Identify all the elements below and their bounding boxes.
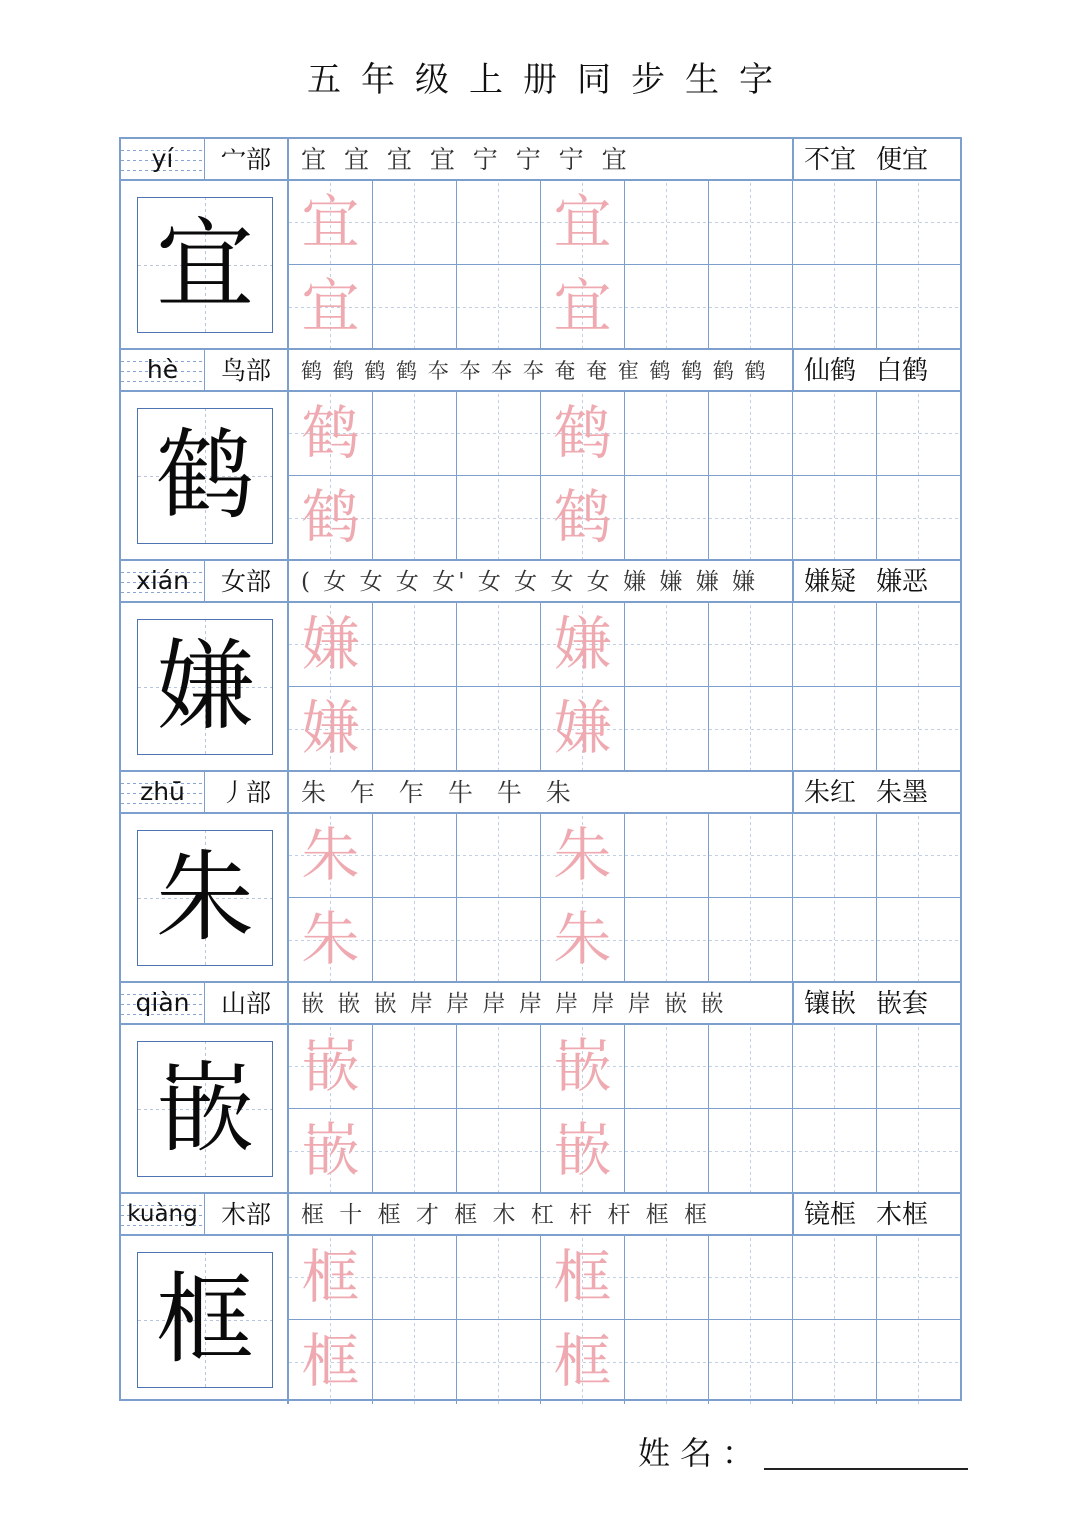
practice-cell[interactable] xyxy=(793,476,877,560)
practice-cell[interactable] xyxy=(373,687,457,771)
radical-cell: 宀部 xyxy=(205,139,289,181)
practice-cell[interactable] xyxy=(625,687,709,771)
practice-cell[interactable] xyxy=(709,898,793,982)
pinyin-cell: qiàn xyxy=(121,983,205,1025)
practice-cell[interactable] xyxy=(373,181,457,265)
practice-cell[interactable] xyxy=(625,814,709,898)
example-words xyxy=(794,983,960,1025)
practice-cell[interactable] xyxy=(373,814,457,898)
practice-cell[interactable] xyxy=(625,1025,709,1109)
practice-cell[interactable] xyxy=(625,898,709,982)
practice-cell[interactable] xyxy=(373,1109,457,1193)
practice-cell[interactable] xyxy=(457,687,541,771)
practice-cell[interactable] xyxy=(877,181,960,265)
practice-cell[interactable] xyxy=(625,181,709,265)
model-char-area xyxy=(121,392,289,560)
trace-cell[interactable]: 鹤 xyxy=(289,392,373,476)
word-1: 朱红 xyxy=(804,778,857,808)
practice-cell[interactable] xyxy=(709,265,793,349)
practice-cell[interactable] xyxy=(709,1109,793,1193)
example-words xyxy=(794,772,960,814)
char-header xyxy=(121,561,960,603)
practice-cell[interactable] xyxy=(625,1236,709,1320)
practice-cell[interactable] xyxy=(793,392,877,476)
practice-cell[interactable] xyxy=(709,476,793,560)
practice-cell[interactable] xyxy=(457,603,541,687)
word-2: 白鹤 xyxy=(876,356,929,386)
trace-cell[interactable]: 框 xyxy=(541,1320,625,1404)
char-block-1 xyxy=(121,139,960,349)
practice-cell[interactable] xyxy=(373,392,457,476)
example-words xyxy=(794,139,960,181)
practice-cell[interactable] xyxy=(373,1236,457,1320)
practice-cell[interactable] xyxy=(625,603,709,687)
char-block-2 xyxy=(121,350,960,560)
practice-grid xyxy=(289,603,960,771)
word-1: 不宜 xyxy=(804,145,857,175)
word-2: 便宜 xyxy=(876,145,929,175)
trace-cell[interactable]: 嫌 xyxy=(289,687,373,771)
model-character: 宜 xyxy=(137,197,273,333)
trace-cell[interactable]: 嫌 xyxy=(289,603,373,687)
word-1: 嫌疑 xyxy=(804,567,857,597)
char-block-4 xyxy=(121,772,960,982)
word-2: 木框 xyxy=(876,1200,929,1230)
practice-cell[interactable] xyxy=(793,181,877,265)
stroke-order: 宜 宜 宜 宜 宁 宁 宁 宜 xyxy=(289,139,794,181)
model-character: 嫌 xyxy=(137,619,273,755)
radical-cell: 鸟部 xyxy=(205,350,289,392)
radical-cell: 女部 xyxy=(205,561,289,603)
practice-cell[interactable] xyxy=(625,1320,709,1404)
char-header xyxy=(121,350,960,392)
pinyin-cell: zhū xyxy=(121,772,205,814)
practice-cell[interactable] xyxy=(625,476,709,560)
practice-grid xyxy=(289,181,960,349)
trace-cell[interactable]: 鹤 xyxy=(541,392,625,476)
trace-cell[interactable]: 朱 xyxy=(541,898,625,982)
char-block-3 xyxy=(121,561,960,771)
practice-grid xyxy=(289,1236,960,1404)
practice-cell[interactable] xyxy=(877,265,960,349)
trace-cell[interactable]: 嫌 xyxy=(541,603,625,687)
trace-cell[interactable]: 宜 xyxy=(541,181,625,265)
trace-cell[interactable]: 框 xyxy=(289,1320,373,1404)
stroke-order: 朱 乍 乍 牛 牛 朱 xyxy=(289,772,794,814)
radical-cell: 丿部 xyxy=(205,772,289,814)
practice-cell[interactable] xyxy=(709,1025,793,1109)
practice-sheet xyxy=(119,137,962,1401)
trace-cell[interactable]: 嵌 xyxy=(541,1025,625,1109)
practice-cell[interactable] xyxy=(457,265,541,349)
practice-cell[interactable] xyxy=(457,1025,541,1109)
trace-cell[interactable]: 宜 xyxy=(541,265,625,349)
practice-cell[interactable] xyxy=(877,1236,960,1320)
practice-cell[interactable] xyxy=(373,1320,457,1404)
practice-cell[interactable] xyxy=(877,392,960,476)
model-character: 鹤 xyxy=(137,408,273,544)
pinyin-cell: yí xyxy=(121,139,205,181)
name-input-line[interactable] xyxy=(764,1468,968,1470)
pinyin-cell: kuàng xyxy=(121,1194,205,1236)
word-2: 嵌套 xyxy=(876,989,929,1019)
trace-cell[interactable]: 嵌 xyxy=(289,1025,373,1109)
practice-cell[interactable] xyxy=(457,1236,541,1320)
trace-cell[interactable]: 嵌 xyxy=(541,1109,625,1193)
practice-cell[interactable] xyxy=(709,1236,793,1320)
radical-cell: 木部 xyxy=(205,1194,289,1236)
practice-cell[interactable] xyxy=(793,265,877,349)
char-header xyxy=(121,139,960,181)
practice-cell[interactable] xyxy=(709,1320,793,1404)
stroke-order: 嵌 嵌 嵌 岸 岸 岸 岸 岸 岸 岸 嵌 嵌 xyxy=(289,983,794,1025)
radical-cell: 山部 xyxy=(205,983,289,1025)
model-char-area xyxy=(121,603,289,771)
practice-cell[interactable] xyxy=(877,603,960,687)
char-header xyxy=(121,1194,960,1236)
char-block-5 xyxy=(121,983,960,1193)
trace-cell[interactable]: 朱 xyxy=(541,814,625,898)
practice-cell[interactable] xyxy=(877,687,960,771)
trace-cell[interactable]: 嫌 xyxy=(541,687,625,771)
practice-cell[interactable] xyxy=(793,1109,877,1193)
practice-cell[interactable] xyxy=(373,476,457,560)
practice-cell[interactable] xyxy=(457,1109,541,1193)
practice-cell[interactable] xyxy=(877,898,960,982)
practice-grid xyxy=(289,1025,960,1193)
model-character: 嵌 xyxy=(137,1041,273,1177)
model-character: 框 xyxy=(137,1252,273,1388)
practice-grid xyxy=(289,814,960,982)
word-1: 镜框 xyxy=(804,1200,857,1230)
trace-cell[interactable]: 朱 xyxy=(289,898,373,982)
practice-cell[interactable] xyxy=(457,1320,541,1404)
practice-cell[interactable] xyxy=(793,1320,877,1404)
model-char-area xyxy=(121,181,289,349)
trace-cell[interactable]: 框 xyxy=(289,1236,373,1320)
trace-cell[interactable]: 宜 xyxy=(289,181,373,265)
practice-cell[interactable] xyxy=(709,603,793,687)
model-char-area xyxy=(121,1236,289,1404)
stroke-order: 框 十 框 才 框 木 杠 杆 杆 框 框 xyxy=(289,1194,794,1236)
practice-cell[interactable] xyxy=(373,1025,457,1109)
trace-cell[interactable]: 框 xyxy=(541,1236,625,1320)
practice-cell[interactable] xyxy=(877,476,960,560)
practice-cell[interactable] xyxy=(877,1025,960,1109)
trace-cell[interactable]: 鹤 xyxy=(541,476,625,560)
practice-cell[interactable] xyxy=(373,603,457,687)
practice-cell[interactable] xyxy=(457,898,541,982)
trace-cell[interactable]: 朱 xyxy=(289,814,373,898)
practice-cell[interactable] xyxy=(457,476,541,560)
stroke-order: 鹤 鹤 鹤 鹤 夲 夲 夲 夲 奄 奄 寉 鹤 鹤 鹤 鹤 xyxy=(289,350,794,392)
practice-cell[interactable] xyxy=(877,1320,960,1404)
trace-cell[interactable]: 鹤 xyxy=(289,476,373,560)
trace-cell[interactable]: 嵌 xyxy=(289,1109,373,1193)
trace-cell[interactable]: 宜 xyxy=(289,265,373,349)
example-words xyxy=(794,350,960,392)
practice-cell[interactable] xyxy=(793,603,877,687)
example-words xyxy=(794,561,960,603)
model-char-area xyxy=(121,814,289,982)
practice-cell[interactable] xyxy=(709,814,793,898)
word-1: 镶嵌 xyxy=(804,989,857,1019)
word-1: 仙鹤 xyxy=(804,356,857,386)
practice-cell[interactable] xyxy=(709,687,793,771)
model-char-area xyxy=(121,1025,289,1193)
practice-cell[interactable] xyxy=(877,1109,960,1193)
practice-cell[interactable] xyxy=(793,814,877,898)
practice-cell[interactable] xyxy=(793,687,877,771)
practice-cell[interactable] xyxy=(457,814,541,898)
model-character: 朱 xyxy=(137,830,273,966)
page-title: 五年级上册同步生字 xyxy=(307,60,793,100)
char-block-6 xyxy=(121,1194,960,1404)
practice-cell[interactable] xyxy=(625,1109,709,1193)
name-label: 姓名： xyxy=(638,1434,765,1472)
word-2: 嫌恶 xyxy=(876,567,929,597)
char-header xyxy=(121,772,960,814)
practice-cell[interactable] xyxy=(793,898,877,982)
practice-cell[interactable] xyxy=(877,814,960,898)
practice-cell[interactable] xyxy=(709,392,793,476)
word-2: 朱墨 xyxy=(876,778,929,808)
stroke-order: ( 女 女 女 女' 女 女 女 女 嫌 嫌 嫌 嫌 xyxy=(289,561,794,603)
pinyin-cell: xián xyxy=(121,561,205,603)
pinyin-cell: hè xyxy=(121,350,205,392)
example-words xyxy=(794,1194,960,1236)
practice-cell[interactable] xyxy=(457,181,541,265)
practice-cell[interactable] xyxy=(793,1236,877,1320)
char-header xyxy=(121,983,960,1025)
practice-cell[interactable] xyxy=(457,392,541,476)
practice-cell[interactable] xyxy=(709,181,793,265)
practice-cell[interactable] xyxy=(625,392,709,476)
practice-cell[interactable] xyxy=(373,265,457,349)
practice-cell[interactable] xyxy=(793,1025,877,1109)
practice-cell[interactable] xyxy=(625,265,709,349)
practice-grid xyxy=(289,392,960,560)
practice-cell[interactable] xyxy=(373,898,457,982)
